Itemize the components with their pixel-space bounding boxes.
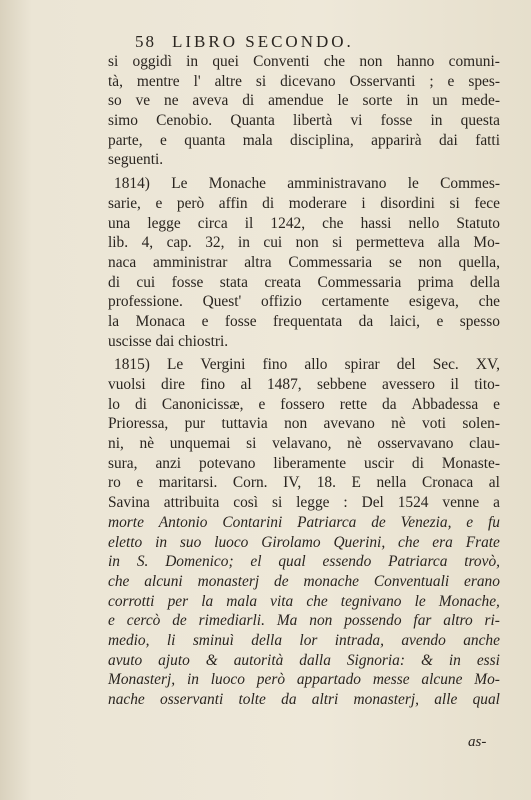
quote-line: Monasterj, in luoco però appartado messe alcune Mo-: [108, 671, 500, 689]
quote-line: medio, li sminuì della lor intrada, avendo anche: [108, 631, 500, 649]
catchword: as-: [468, 734, 487, 750]
text-line: sura, anzi potevano liberamente uscir di Monaste-: [108, 454, 500, 472]
quote-line: avuto ajuto & autorità dalla Signoria: & in essi: [108, 651, 500, 669]
text-line: Savina attribuita così si legge : Del 1524 venne a: [108, 494, 500, 512]
quote-line: corrotti per la mala vita che tegnivano le Monache,: [108, 592, 500, 610]
text-line: una legge circa il 1242, che hassi nello Statuto: [108, 214, 500, 232]
body-text: [108, 52, 500, 710]
quote-line: morte Antonio Contarini Patriarca de Venezia, e fu: [108, 513, 500, 531]
text-line: uscisse dai chiostri.: [108, 332, 229, 350]
page-header: [135, 32, 450, 54]
text-line: la Monaca e fosse frequentata da laici, e spesso: [108, 312, 500, 330]
quote-line: eletto in suo luoco Girolamo Querini, che era Frate: [108, 533, 500, 551]
text-line: Prioressa, pur tuttavia non avevano nè voti solen-: [108, 415, 500, 433]
text-line: di cui fosse stata creata Commessaria prima della: [108, 273, 500, 291]
text-line: lo di Canonicissæ, e fossero rette da Abbadessa e: [108, 395, 500, 413]
paragraph-1814-line: 1814) Le Monache amministravano le Commes-: [114, 175, 500, 193]
text-line: naca amministrar altra Commessaria se non quella,: [108, 253, 500, 271]
quote-line: nache osservanti tolte da altri monasterj, alle qual: [108, 691, 500, 708]
text-line: sarie, e però affin di moderare i disordini si fece: [108, 194, 500, 212]
text-line: seguenti.: [108, 151, 164, 169]
text-line: vuolsi dire fino al 1487, sebbene avessero il tito-: [108, 376, 500, 393]
text-line: parte, e quanta mala disciplina, apparirà dai fatti: [108, 131, 500, 149]
quote-line: in S. Domenico; el qual essendo Patriarca trovò,: [108, 553, 500, 571]
running-title: LIBRO SECONDO.: [172, 32, 354, 51]
quote-line: e cercò de rimediarli. Ma non possendo far altro ri-: [108, 612, 500, 630]
page-number: 58: [135, 32, 156, 51]
text-line: lib. 4, cap. 32, in cui non si permetteva alla Mo-: [108, 234, 500, 252]
text-line: ro e maritarsi. Corn. IV, 18. E nella Cronaca al: [108, 474, 500, 492]
text-line: so ve ne aveva di amendue le sorte in un mede-: [108, 92, 500, 110]
text-line: si oggidì in quei Conventi che non hanno comuni-: [108, 53, 500, 70]
text-line: simo Cenobio. Quanta libertà vi fosse in questa: [108, 112, 500, 130]
text-line: ni, nè unquemai si velavano, nè osservavano clau-: [108, 435, 500, 453]
text-line: professione. Quest' offizio certamente esigeva, che: [108, 293, 500, 311]
paragraph-1815-line: 1815) Le Vergini fino allo spirar del Sec. XV,: [114, 356, 500, 374]
text-line: tà, mentre l' altre si dicevano Osservanti ; e spes-: [108, 72, 500, 90]
quote-line: che alcuni monasterj de monache Conventuali erano: [108, 572, 500, 590]
